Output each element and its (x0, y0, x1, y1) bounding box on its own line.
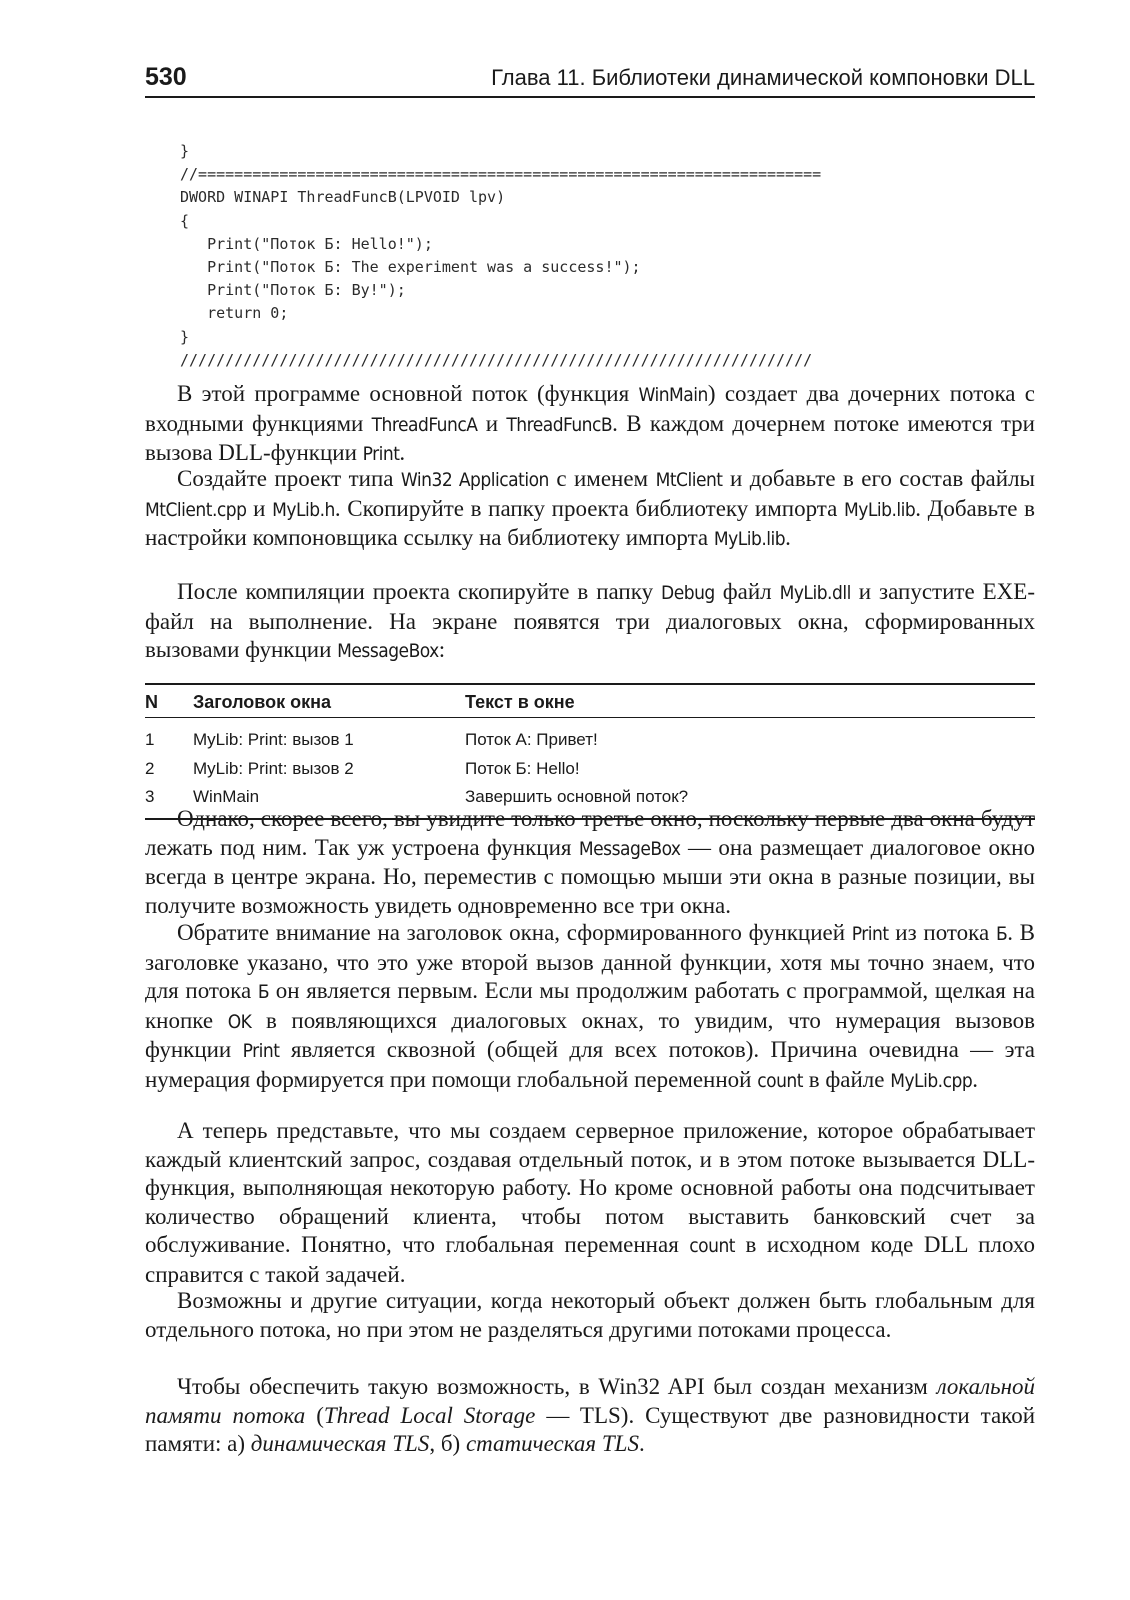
text: Создайте проект типа (177, 466, 401, 491)
chapter-title: Глава 11. Библиотеки динамической компоновки DLL (491, 65, 1035, 90)
text: . (972, 1066, 978, 1092)
cell-title: MyLib: Print: вызов 2 (193, 758, 354, 778)
text: из потока (888, 920, 996, 945)
code-identifier: Б (257, 981, 270, 1004)
emphasis: динамическая TLS (250, 1431, 430, 1457)
code-listing (180, 140, 880, 372)
table-header-row (145, 684, 1035, 718)
text: . В каждом дочернем потоке имеются три вызова DLL-функции (145, 410, 1035, 466)
code-identifier: Debug (661, 582, 715, 604)
code-identifier: MtClient.cpp (145, 498, 247, 521)
code-identifier: MyLib.lib (843, 498, 916, 521)
text: . Скопируйте в папку проекта библиотеку импорта (334, 495, 844, 521)
cell-n: 2 (145, 758, 155, 778)
code-identifier: MyLib.cpp (890, 1069, 973, 1092)
text: ( (305, 1402, 324, 1428)
emphasis: статическая TLS (465, 1431, 639, 1457)
text: , б) (429, 1431, 466, 1457)
code-identifier: Print (362, 443, 400, 466)
paragraph-third-window (145, 805, 1035, 920)
code-line: return 0; (180, 304, 289, 323)
text: и (477, 410, 507, 436)
cell-title: MyLib: Print: вызов 1 (193, 730, 354, 750)
cell-text: Завершить основной поток? (465, 787, 689, 807)
text: Обратите внимание на заголовок окна, сформированного функцией (177, 920, 852, 945)
text: . (785, 525, 791, 551)
text: В этой программе основной поток (функция (177, 381, 639, 406)
code-identifier: MyLib.dll (779, 582, 851, 604)
text: в появляющихся диалоговых окнах, то увидим, что нумерация вызовов функции (145, 1007, 1036, 1063)
header-window-title: Заголовок окна (193, 684, 465, 718)
code-line: { (180, 211, 190, 230)
emphasis: Thread Local Storage (323, 1402, 536, 1428)
paragraph-create-project (145, 465, 1035, 554)
text: и (246, 495, 273, 521)
text: является сквозной (общей для всех потоков). Причина очевидна — эта нумерация формируется при помощи глобальной переменной (145, 1037, 1035, 1092)
text: Однако, скорее всего, вы увидите только третье окно, поскольку первые два окна будут лежать под ним. Так уж устроена функция (145, 806, 1035, 860)
code-identifier: Win32 Application (400, 469, 549, 491)
paragraph-tls (145, 1373, 1035, 1459)
code-identifier: count (757, 1069, 803, 1092)
code-identifier: MyLib.h (272, 498, 335, 521)
code-identifier: Print (851, 923, 889, 945)
code-line: ////////////////////////////////////////////////////////////////////// (180, 350, 813, 369)
text: После компиляции проекта скопируйте в папку (177, 579, 662, 604)
code-identifier: MessageBox (578, 837, 681, 860)
table-row (145, 718, 1035, 755)
page-number: 530 (145, 63, 187, 91)
code-identifier: MyLib.lib (713, 528, 786, 551)
page-header (145, 62, 1035, 98)
text: в файле (802, 1066, 891, 1092)
code-identifier: ThreadFuncA (371, 413, 478, 436)
header-window-text: Текст в окне (465, 684, 1035, 718)
code-line: Print("Поток Б: The experiment was a success!"); (180, 257, 641, 276)
text: и запустите EXE-файл на выполнение. На экране появятся три диалоговых окна, сформированных вызовами функции (145, 579, 1035, 663)
code-line: Print("Поток Б: Hello!"); (180, 234, 433, 253)
code-line: } (180, 327, 190, 346)
cell-text: Поток Б: Hello! (465, 758, 580, 778)
text: . В заголовке указано, что это уже второй вызов данной функции, хотя мы точно знаем, что для потока (145, 920, 1036, 1004)
header-n: N (145, 684, 193, 718)
paragraph-main-thread (145, 380, 1035, 469)
paragraph-compile (145, 578, 1035, 666)
text: . Добавьте в настройки компоновщика ссылку на библиотеку импорта (145, 495, 1036, 551)
text: файл (714, 579, 780, 604)
text: в исходном коде DLL плохо справится с такой задачей. (145, 1232, 1036, 1287)
cell-n: 3 (145, 787, 155, 807)
code-identifier: OK (227, 1010, 252, 1033)
code-identifier: Б (995, 923, 1008, 945)
text: . (399, 440, 406, 466)
text: Чтобы обеспечить такую возможность, в Win32 API был создан механизм (177, 1374, 937, 1399)
code-identifier: MessageBox (337, 640, 439, 663)
text: . (638, 1431, 645, 1457)
code-identifier: Print (242, 1040, 280, 1063)
code-identifier: count (689, 1235, 735, 1258)
paragraph-other-situations (145, 1287, 1035, 1344)
text: ) создает два дочерних потока с входными функциями (145, 381, 1036, 436)
cell-title: WinMain (193, 787, 260, 807)
table-row (145, 755, 1035, 784)
code-identifier: WinMain (638, 384, 708, 406)
text: он является первым. Если мы продолжим работать с программой, щелкая на кнопке (145, 978, 1035, 1033)
code-line: DWORD WINAPI ThreadFuncB(LPVOID lpv) (180, 188, 506, 207)
emphasis: локальной памяти потока (145, 1374, 1035, 1428)
message-box-table (145, 683, 1035, 820)
text: Возможны и другие ситуации, когда некоторый объект должен быть глобальным для отдельного потока, но при этом не разделяться другими потоками процесса. (145, 1288, 1035, 1342)
code-identifier: MtClient (655, 469, 723, 491)
code-identifier: ThreadFuncB (506, 413, 613, 436)
cell-n: 1 (145, 730, 155, 750)
text: — она размещает диалоговое окно всегда в центре экрана. Но, переместив с помощью мыши эти окна в разные позиции, вы получите возможность увидеть одновременно все три окна. (145, 834, 1035, 918)
cell-text: Поток А: Привет! (465, 730, 598, 750)
code-line: Print("Поток Б: By!"); (180, 281, 406, 300)
text: : (438, 637, 446, 663)
text: А теперь представьте, что мы создаем серверное приложение, которое обрабатывает каждый клиентский запрос, создавая отдельный поток, и в этом потоке вызывается DLL-функция, выполняющая некоторую работу. Но кроме основной работы она подсчитывает количество обращений клиента, чтобы потом выставить банковский счет за обслуживание. Понятно, что глобальная переменная (145, 1118, 1035, 1258)
paragraph-window-title (145, 919, 1035, 1096)
paragraph-server-app (145, 1117, 1035, 1290)
text: и добавьте в его состав файлы (722, 466, 1035, 491)
code-line: } (180, 142, 190, 160)
text: — TLS). Существуют две разновидности такой памяти: а) (145, 1402, 1035, 1457)
text: с именем (548, 466, 656, 491)
code-line: //===================================================================== (180, 165, 822, 184)
